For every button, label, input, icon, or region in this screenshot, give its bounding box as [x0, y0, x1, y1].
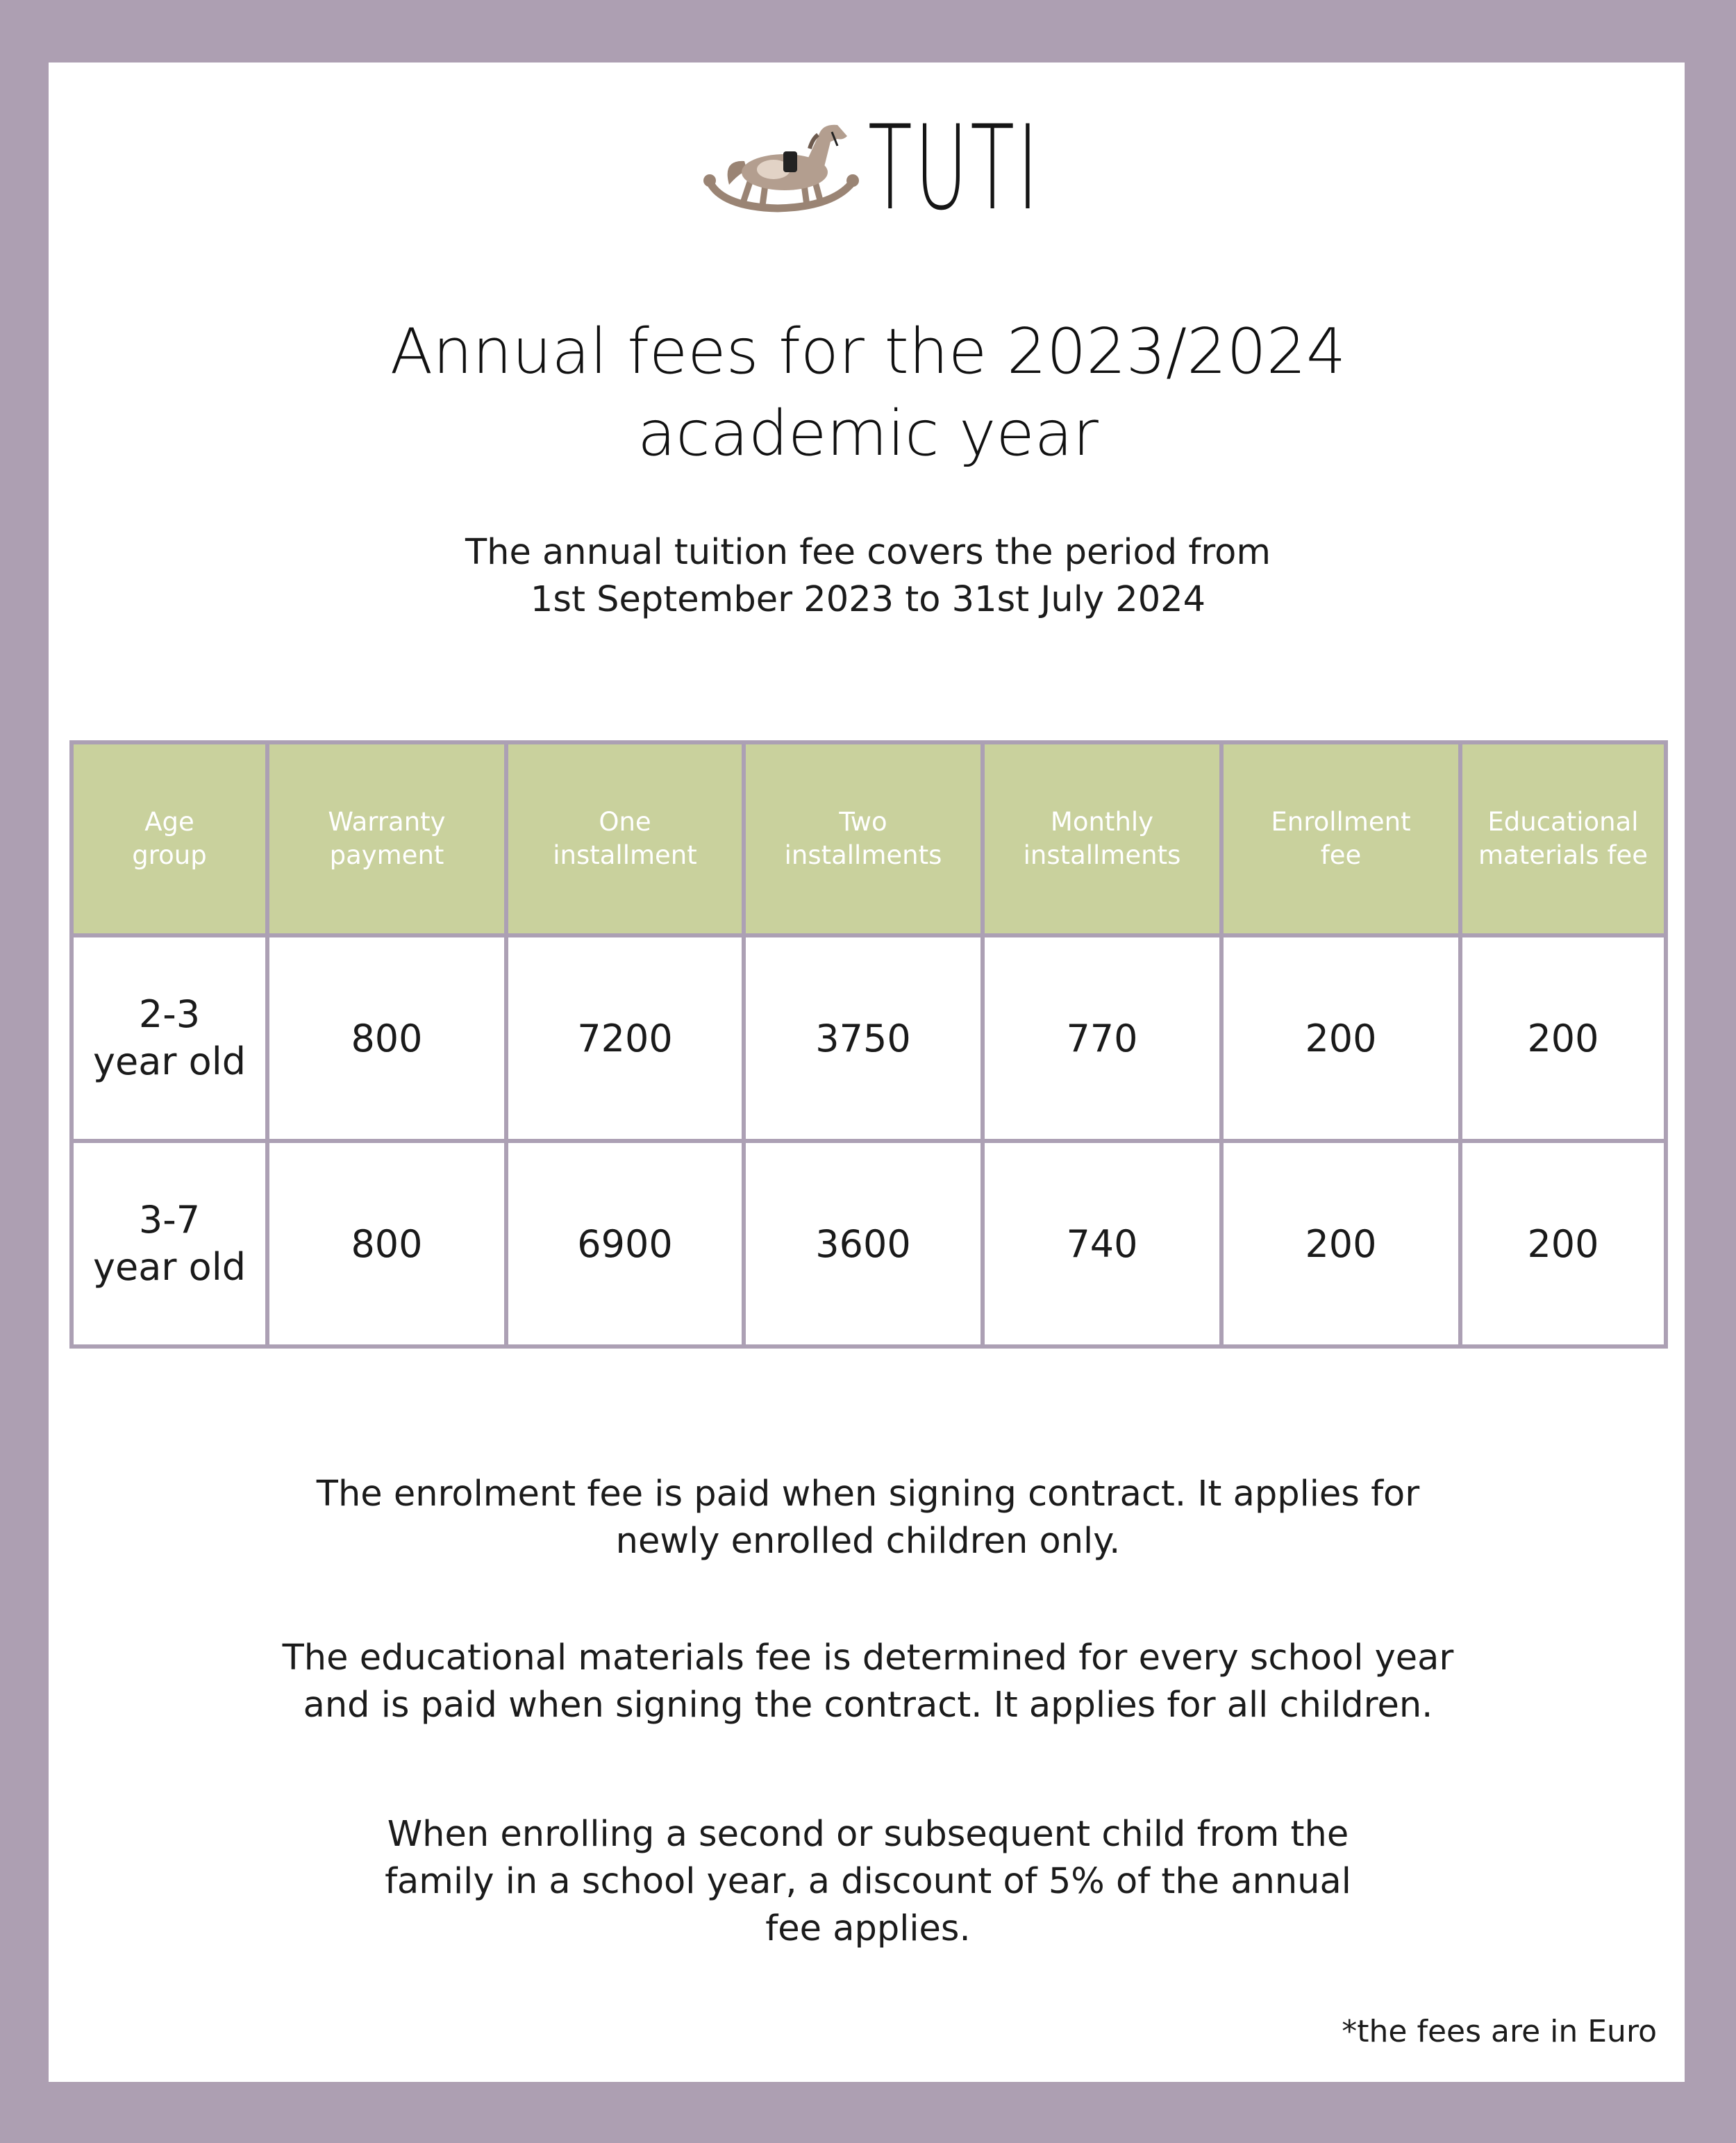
- brand-logo: [701, 100, 1062, 236]
- rocking-horse-icon: [701, 118, 868, 229]
- header-educational-materials-fee: Educational materials fee: [1460, 742, 1666, 935]
- cell-one-installment: 7200: [506, 935, 744, 1141]
- title-line-1: Annual fees for the 2023/2024: [390, 315, 1346, 388]
- materials-fee-note: The educational materials fee is determined for every school year and is paid when signing the contract. It applies for all children.: [282, 1637, 1454, 1726]
- fees-table: [69, 740, 1668, 1349]
- currency-note: *the fees are in Euro: [1342, 2014, 1657, 2049]
- cell-two-installments: 3750: [744, 935, 983, 1141]
- table-header-row: [72, 742, 1666, 935]
- cell-enrollment-fee: 200: [1221, 1141, 1460, 1346]
- cell-age-group: 2-3 year old: [72, 935, 267, 1141]
- subtitle-line-2: 1st September 2023 to 31st July 2024: [530, 579, 1206, 620]
- header-monthly-installments: Monthly installments: [983, 742, 1221, 935]
- header-enrollment-fee: Enrollment fee: [1221, 742, 1460, 935]
- cell-age-group: 3-7 year old: [72, 1141, 267, 1346]
- brand-name: TUTI: [868, 100, 1042, 236]
- cell-one-installment: 6900: [506, 1141, 744, 1346]
- cell-warranty-payment: 800: [267, 935, 506, 1141]
- title-line-2: academic year: [637, 397, 1099, 470]
- header-two-installments: Two installments: [744, 742, 983, 935]
- cell-monthly-installments: 740: [983, 1141, 1221, 1346]
- page-subtitle: [0, 529, 1736, 624]
- cell-materials-fee: 200: [1460, 935, 1666, 1141]
- enrolment-fee-note: The enrolment fee is paid when signing contract. It applies for newly enrolled children only.: [316, 1474, 1420, 1562]
- cell-two-installments: 3600: [744, 1141, 983, 1346]
- sibling-discount-note: When enrolling a second or subsequent child from the family in a school year, a discount of 5% of the annual fee applies.: [385, 1814, 1351, 1949]
- header-one-installment: One installment: [506, 742, 744, 935]
- header-age-group: Age group: [72, 742, 267, 935]
- header-warranty-payment: Warranty payment: [267, 742, 506, 935]
- page-title: [0, 311, 1736, 475]
- table-row: [72, 935, 1666, 1141]
- cell-warranty-payment: 800: [267, 1141, 506, 1346]
- table-row: [72, 1141, 1666, 1346]
- subtitle-line-1: The annual tuition fee covers the period from: [465, 532, 1271, 573]
- cell-materials-fee: 200: [1460, 1141, 1666, 1346]
- cell-monthly-installments: 770: [983, 935, 1221, 1141]
- cell-enrollment-fee: 200: [1221, 935, 1460, 1141]
